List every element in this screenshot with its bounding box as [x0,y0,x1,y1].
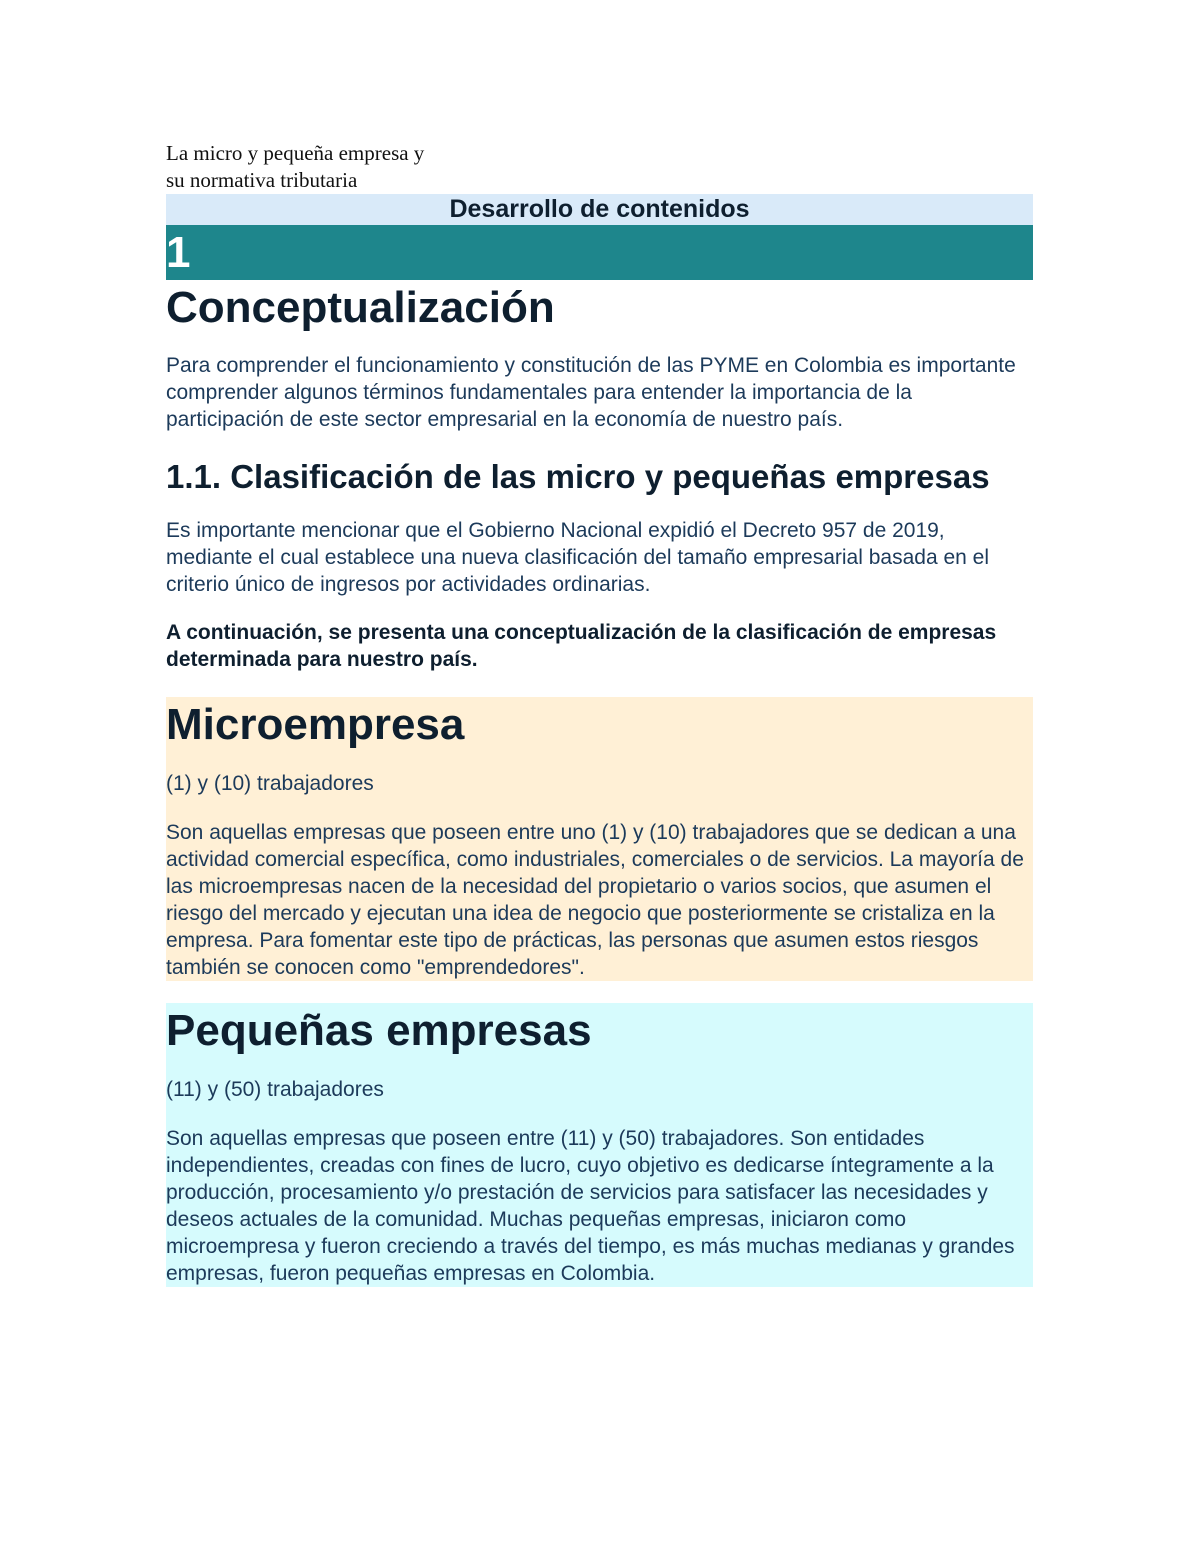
subsection-paragraph: Es importante mencionar que el Gobierno Nacional expidió el Decreto 957 de 2019, mediante el cual establece una nueva clasificación del tamaño empresarial basada en el criterio único de ingresos por actividades ordinarias. [166,519,990,596]
pequenas-empresas-description: Son aquellas empresas que poseen entre (11) y (50) trabajadores. Son entidades independientes, creadas con fines de lucro, cuyo objetivo es dedicarse íntegramente a la producción, procesamiento y/o prestación de servicios para satisfacer las necesidades y deseos actuales de la comunidad. Muchas pequeñas empresas, iniciaron como microempresa y fueron creciendo a través del tiempo, es más muchas medianas y grandes empresas, fueron pequeñas empresas en Colombia. [166,1127,1015,1285]
section-intro-paragraph: Para comprender el funcionamiento y constitución de las PYME en Colombia es importante comprender algunos términos fundamentales para entender la importancia de la participación de este sector empresarial en la economía de nuestro país. [166,354,1016,431]
section-number-banner: 1 [166,225,1033,280]
subsection-bold-note: A continuación, se presenta una conceptualización de la clasificación de empresas determinada para nuestro país. [166,621,997,671]
section-title: Conceptualización [166,283,555,332]
pequenas-empresas-card [166,1003,1033,1287]
pequenas-empresas-title: Pequeñas empresas [166,1006,592,1055]
pequenas-empresas-workers: (11) y (50) trabajadores [166,1078,384,1101]
document-page [166,140,1033,1287]
microempresa-workers: (1) y (10) trabajadores [166,772,374,795]
document-header-line-1: La micro y pequeña empresa y [166,141,425,165]
microempresa-title: Microempresa [166,700,465,749]
contents-banner: Desarrollo de contenidos [166,194,1033,225]
microempresa-description: Son aquellas empresas que poseen entre uno (1) y (10) trabajadores que se dedican a una actividad comercial específica, como industriales, comerciales o de servicios. La mayoría de las microempresas nacen de la necesidad del propietario o varios socios, que asumen el riesgo del mercado y ejecutan una idea de negocio que posteriormente se cristaliza en la empresa. Para fomentar este tipo de prácticas, las personas que asumen estos riesgos también se conocen como "emprendedores". [166,821,1024,979]
document-header-line-2: su normativa tributaria [166,168,358,192]
microempresa-card [166,697,1033,981]
document-header [166,140,1033,194]
subsection-title: 1.1. Clasificación de las micro y pequeñas empresas [166,458,990,495]
